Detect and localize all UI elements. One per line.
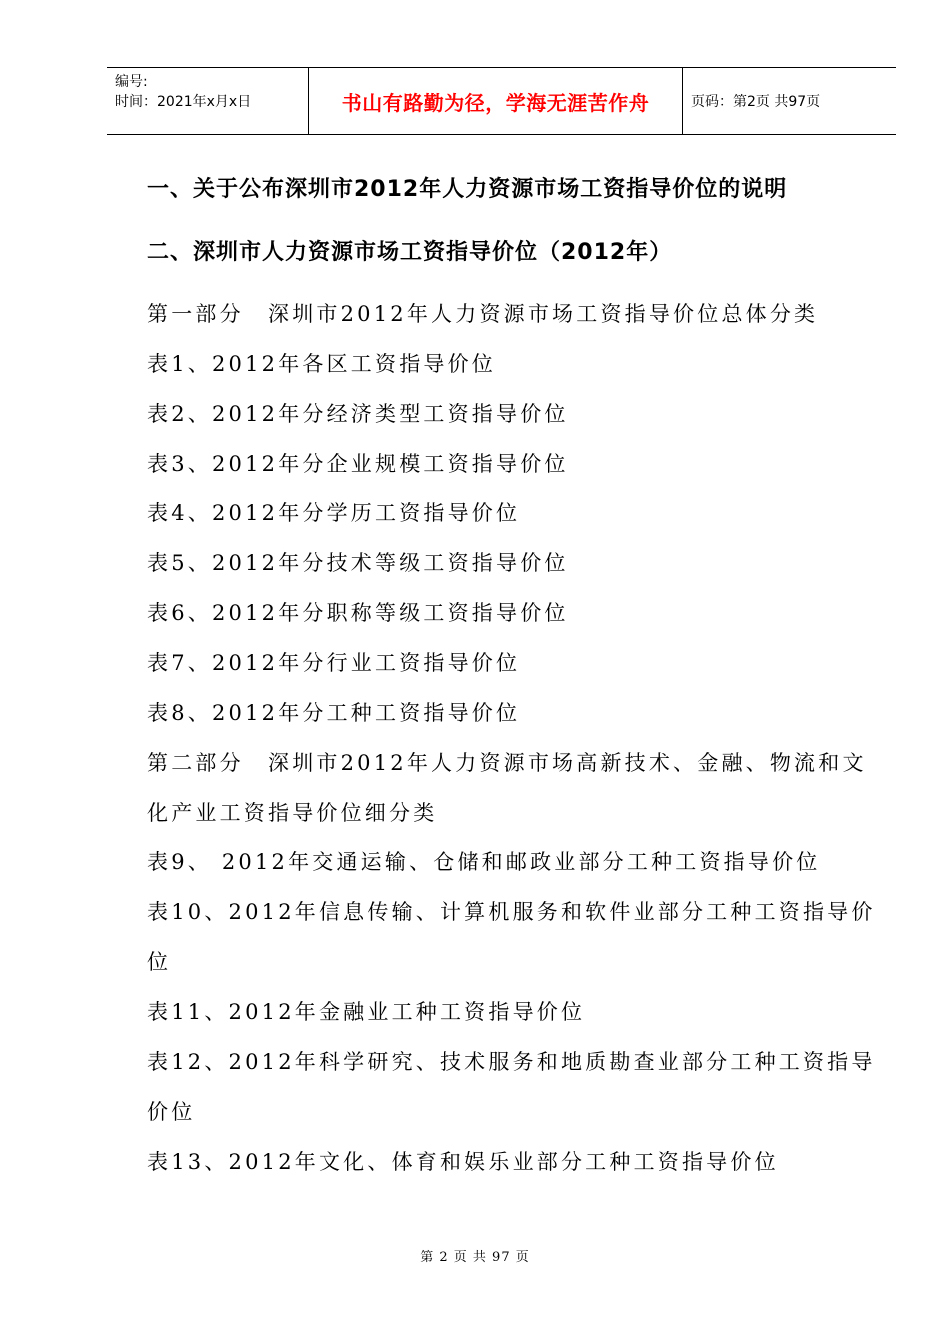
header-motto: 书山有路勤为径，学海无涯苦作舟	[309, 68, 683, 134]
toc-line: 第一部分 深圳市2012年人力资源市场工资指导价位总体分类	[147, 302, 819, 326]
page-footer: 第 2 页 共 97 页	[420, 1250, 530, 1265]
toc-line: 表3、2012年分企业规模工资指导价位	[147, 452, 569, 476]
section-heading-1: 一、关于公布深圳市2012年人力资源市场工资指导价位的说明	[147, 177, 788, 202]
document-number-label: 编号:	[115, 74, 148, 90]
toc-line: 表8、2012年分工种工资指导价位	[147, 701, 521, 725]
toc-line: 位	[147, 950, 172, 974]
header-page-code: 页码：第2页 共97页	[691, 94, 821, 110]
toc-line: 化产业工资指导价位细分类	[147, 801, 438, 825]
toc-line: 表13、2012年文化、体育和娱乐业部分工种工资指导价位	[147, 1150, 779, 1174]
document-time: 时间：2021年x月x日	[115, 94, 252, 110]
section-heading-2: 二、深圳市人力资源市场工资指导价位（2012年）	[147, 240, 673, 265]
toc-line: 表6、2012年分职称等级工资指导价位	[147, 601, 569, 625]
header-meta	[107, 68, 309, 134]
toc-line: 表4、2012年分学历工资指导价位	[147, 501, 521, 525]
toc-line: 表12、2012年科学研究、技术服务和地质勘查业部分工种工资指导	[147, 1050, 876, 1074]
toc-line: 表7、2012年分行业工资指导价位	[147, 651, 521, 675]
toc-line: 表9、 2012年交通运输、仓储和邮政业部分工种工资指导价位	[147, 850, 821, 874]
toc-line: 表2、2012年分经济类型工资指导价位	[147, 402, 569, 426]
toc-line: 表5、2012年分技术等级工资指导价位	[147, 551, 569, 575]
toc-line: 表10、2012年信息传输、计算机服务和软件业部分工种工资指导价	[147, 900, 876, 924]
toc-line: 表1、2012年各区工资指导价位	[147, 352, 497, 376]
toc-line: 第二部分 深圳市2012年人力资源市场高新技术、金融、物流和文	[147, 751, 867, 775]
toc-line: 表11、2012年金融业工种工资指导价位	[147, 1000, 586, 1024]
page-header	[107, 67, 896, 135]
toc-line: 价位	[147, 1100, 196, 1124]
